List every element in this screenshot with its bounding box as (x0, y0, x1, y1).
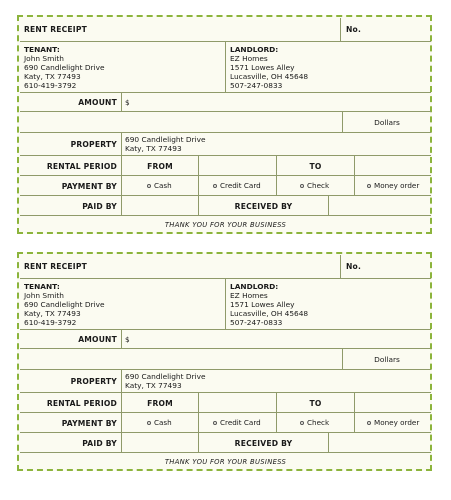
property-label: PROPERTY (70, 140, 117, 149)
landlord-name: EZ Homes (230, 291, 268, 300)
currency-symbol: $ (125, 335, 130, 344)
tenant-name: John Smith (24, 54, 64, 63)
paid-by-label: PAID BY (82, 439, 117, 448)
amount-label: AMOUNT (78, 98, 117, 107)
radio-icon (300, 184, 304, 188)
tenant-address1: 690 Candlelight Drive (24, 300, 105, 309)
amount-row (20, 330, 431, 349)
amount-field[interactable] (121, 93, 431, 111)
radio-icon (213, 421, 217, 425)
dollars-label: Dollars (374, 355, 400, 364)
radio-icon (367, 421, 371, 425)
landlord-block (225, 279, 431, 329)
landlord-label: LANDLORD: (230, 45, 279, 54)
dollars-cell (342, 349, 431, 369)
amount-words-field[interactable] (20, 112, 342, 132)
payment-row (20, 413, 431, 433)
tenant-address1: 690 Candlelight Drive (24, 63, 105, 72)
tenant-block (24, 282, 105, 327)
landlord-address1: 1571 Lowes Alley (230, 63, 295, 72)
receipt-number-field[interactable] (340, 18, 431, 41)
landlord-address2: Lucasville, OH 45648 (230, 309, 309, 318)
paid-by-field[interactable] (121, 433, 198, 452)
radio-icon (147, 421, 151, 425)
receipt-number-label: No. (346, 262, 362, 271)
property-line2: Katy, TX 77493 (125, 144, 182, 153)
property-line1: 690 Candlelight Drive (125, 372, 206, 381)
received-by-cell (198, 433, 328, 452)
tenant-address2: Katy, TX 77493 (24, 72, 81, 81)
landlord-address1: 1571 Lowes Alley (230, 300, 295, 309)
landlord-block (225, 42, 431, 92)
radio-icon (213, 184, 217, 188)
payment-option-credit-card[interactable] (198, 413, 276, 432)
dollars-row (20, 349, 431, 370)
payment-option-label: Credit Card (220, 181, 261, 190)
dollars-row (20, 112, 431, 133)
radio-icon (147, 184, 151, 188)
rent-receipt-2 (17, 252, 432, 471)
from-date-field[interactable] (198, 156, 276, 175)
payment-option-check[interactable] (276, 413, 354, 432)
payment-option-money-order[interactable] (354, 176, 431, 195)
to-date-field[interactable] (354, 393, 431, 412)
to-date-field[interactable] (354, 156, 431, 175)
rental-period-row (20, 156, 431, 176)
receipt-title: RENT RECEIPT (24, 262, 87, 271)
payment-option-label: Check (307, 181, 330, 190)
property-label: PROPERTY (70, 377, 117, 386)
payment-option-label: Check (307, 418, 330, 427)
property-row (20, 370, 431, 393)
tenant-label: TENANT: (24, 282, 60, 291)
tenant-phone: 610-419-3792 (24, 81, 77, 90)
parties-row (20, 42, 431, 93)
property-line2: Katy, TX 77493 (125, 381, 182, 390)
property-field[interactable] (121, 370, 431, 392)
receipt-title: RENT RECEIPT (24, 25, 87, 34)
received-by-label: RECEIVED BY (234, 439, 293, 448)
receipt-number-field[interactable] (340, 255, 431, 278)
landlord-phone: 507-247-0833 (230, 318, 283, 327)
payment-option-label: Money order (374, 181, 420, 190)
amount-words-field[interactable] (20, 349, 342, 369)
parties-row (20, 279, 431, 330)
landlord-name: EZ Homes (230, 54, 268, 63)
payment-option-cash[interactable] (121, 176, 198, 195)
property-line1: 690 Candlelight Drive (125, 135, 206, 144)
property-field[interactable] (121, 133, 431, 155)
tenant-phone: 610-419-3792 (24, 318, 77, 327)
rental-period-label: RENTAL PERIOD (46, 162, 117, 171)
receipt-number-label: No. (346, 25, 362, 34)
currency-symbol: $ (125, 98, 130, 107)
payment-by-label: PAYMENT BY (61, 182, 117, 191)
received-by-cell (198, 196, 328, 215)
dollars-label: Dollars (374, 118, 400, 127)
from-label: FROM (147, 399, 173, 408)
landlord-address2: Lucasville, OH 45648 (230, 72, 309, 81)
tenant-block (24, 45, 105, 90)
to-cell (276, 156, 354, 175)
amount-field[interactable] (121, 330, 431, 348)
to-label: TO (309, 162, 322, 171)
tenant-label: TENANT: (24, 45, 60, 54)
from-cell (121, 156, 198, 175)
payment-option-label: Cash (154, 181, 172, 190)
title-row (20, 255, 431, 279)
received-by-label: RECEIVED BY (234, 202, 293, 211)
rental-period-row (20, 393, 431, 413)
title-row (20, 18, 431, 42)
from-date-field[interactable] (198, 393, 276, 412)
landlord-phone: 507-247-0833 (230, 81, 283, 90)
property-row (20, 133, 431, 156)
to-label: TO (309, 399, 322, 408)
tenant-name: John Smith (24, 291, 64, 300)
amount-label: AMOUNT (78, 335, 117, 344)
amount-row (20, 93, 431, 112)
signatures-row (20, 196, 431, 216)
dollars-cell (342, 112, 431, 132)
payment-by-label: PAYMENT BY (61, 419, 117, 428)
from-cell (121, 393, 198, 412)
received-by-field[interactable] (328, 196, 431, 215)
thank-you-note: THANK YOU FOR YOUR BUSINESS (164, 458, 287, 466)
payment-option-label: Credit Card (220, 418, 261, 427)
payment-option-money-order[interactable] (354, 413, 431, 432)
received-by-field[interactable] (328, 433, 431, 452)
paid-by-field[interactable] (121, 196, 198, 215)
to-cell (276, 393, 354, 412)
landlord-label: LANDLORD: (230, 282, 279, 291)
payment-option-label: Cash (154, 418, 172, 427)
radio-icon (367, 184, 371, 188)
payment-option-cash[interactable] (121, 413, 198, 432)
from-label: FROM (147, 162, 173, 171)
payment-option-credit-card[interactable] (198, 176, 276, 195)
radio-icon (300, 421, 304, 425)
rental-period-label: RENTAL PERIOD (46, 399, 117, 408)
rent-receipt-1 (17, 15, 432, 234)
tenant-address2: Katy, TX 77493 (24, 309, 81, 318)
paid-by-label: PAID BY (82, 202, 117, 211)
payment-option-check[interactable] (276, 176, 354, 195)
payment-option-label: Money order (374, 418, 420, 427)
payment-row (20, 176, 431, 196)
thank-you-note: THANK YOU FOR YOUR BUSINESS (164, 221, 287, 229)
signatures-row (20, 433, 431, 453)
